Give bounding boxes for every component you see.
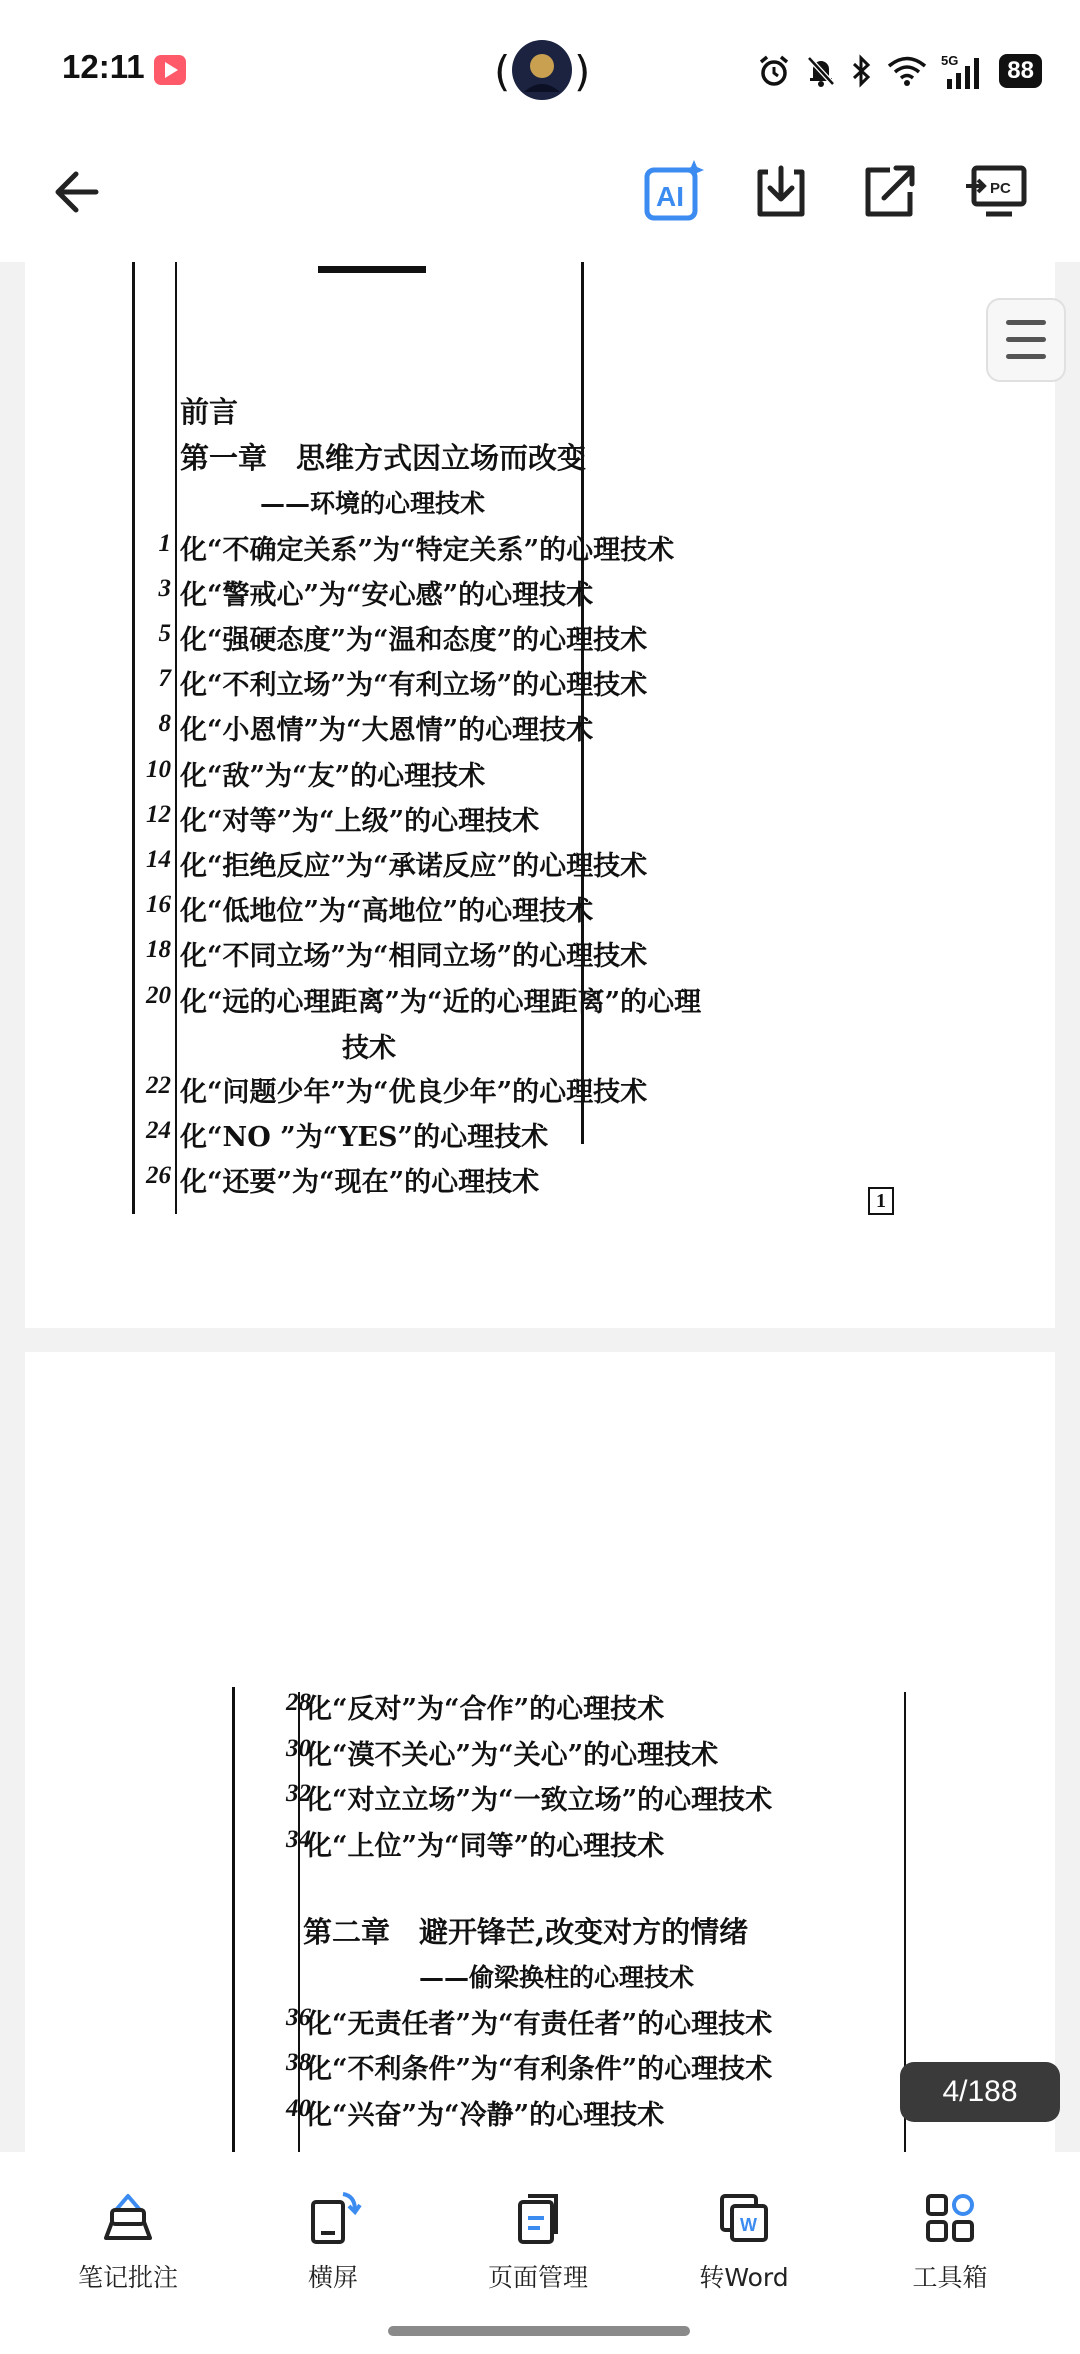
toc-page-number: 22 — [146, 1072, 171, 1099]
toolbox-icon — [920, 2188, 980, 2248]
toc-page-number: 3 — [158, 575, 171, 602]
toc-entry-continued: 技术 — [342, 1033, 396, 1064]
download-icon[interactable] — [748, 158, 814, 224]
toc-entry: 化“强硬态度”为“温和态度”的心理技术 — [180, 625, 648, 656]
toc-entry: 化“小恩情”为“大恩情”的心理技术 — [180, 715, 594, 746]
toc-page-number: 12 — [146, 801, 171, 828]
convert-word-label: 转Word — [699, 2263, 789, 2292]
toc-page-number: 1 — [158, 530, 171, 557]
status-icons — [757, 50, 1042, 92]
network-type-label: 5G — [941, 53, 959, 68]
bluetooth-icon — [851, 54, 873, 88]
battery-level: 88 — [999, 54, 1042, 88]
pc-transfer-icon[interactable] — [964, 158, 1030, 224]
toc-page-number: 20 — [146, 982, 171, 1009]
toc-entry: 化“漠不关心”为“关心”的心理技术 — [305, 1740, 719, 1771]
toc-entry: 化“不利条件”为“有利条件”的心理技术 — [305, 2054, 773, 2085]
top-toolbar — [0, 140, 1080, 262]
page-manage-label: 页面管理 — [487, 2263, 588, 2292]
toc-entry: 化“不同立场”为“相同立场”的心理技术 — [180, 941, 648, 972]
toc-entry: 化“问题少年”为“优良少年”的心理技术 — [180, 1077, 648, 1108]
toc-page-number: 5 — [158, 620, 171, 647]
toc-entry: 化“拒绝反应”为“承诺反应”的心理技术 — [180, 851, 648, 882]
landscape-button[interactable] — [253, 2188, 413, 2308]
toc-entry: 化“对立立场”为“一致立场”的心理技术 — [305, 1785, 773, 1816]
page-top-mark — [318, 266, 426, 273]
toc-page-number: 38 — [286, 2049, 311, 2076]
toc-entry: 化“NO ”为“YES”的心理技术 — [180, 1122, 549, 1153]
svg-text:W: W — [740, 2215, 757, 2235]
toc-divider-line — [175, 262, 177, 1214]
toc-page-number: 26 — [146, 1162, 171, 1189]
toc-page-number: 24 — [146, 1117, 171, 1144]
toc-chapter-title: 第一章 思维方式因立场而改变 — [180, 441, 587, 475]
bottom-toolbar — [0, 2152, 1080, 2354]
video-app-icon — [154, 55, 186, 85]
toc-page-number: 14 — [146, 846, 171, 873]
toc-entry: 化“上位”为“同等”的心理技术 — [305, 1831, 665, 1862]
page-manage-icon — [508, 2188, 568, 2248]
convert-word-icon — [714, 2188, 774, 2248]
landscape-label: 横屏 — [307, 2263, 358, 2292]
status-bar — [0, 0, 1080, 140]
svg-text:): ) — [574, 47, 591, 96]
pc-label: PC — [990, 180, 1011, 197]
toolbox-button[interactable] — [870, 2188, 1030, 2308]
toc-chapter-title: 第二章 避开锋芒,改变对方的情绪 — [303, 1915, 749, 1949]
toc-entry: 化“对等”为“上级”的心理技术 — [180, 806, 540, 837]
toc-page-number: 10 — [146, 756, 171, 783]
toc-entry: 化“低地位”为“高地位”的心理技术 — [180, 896, 594, 927]
mute-bell-icon — [805, 54, 837, 88]
page-indicator[interactable]: 4/188 — [900, 2062, 1060, 2122]
camera-cutout-icon — [492, 36, 592, 104]
svg-text:(: ( — [494, 47, 511, 96]
wifi-icon — [887, 55, 927, 87]
convert-word-button[interactable] — [664, 2188, 824, 2308]
annotate-button[interactable] — [48, 2188, 208, 2308]
toc-entry: 化“不确定关系”为“特定关系”的心理技术 — [180, 535, 675, 566]
toc-entry: 化“不利立场”为“有利立场”的心理技术 — [180, 670, 648, 701]
toc-entry: 化“还要”为“现在”的心理技术 — [180, 1167, 540, 1198]
toc-page-number: 34 — [286, 1826, 311, 1853]
toc-entry: 化“兴奋”为“冷静”的心理技术 — [305, 2100, 665, 2131]
page-border-left — [232, 1687, 235, 2152]
share-icon[interactable] — [856, 158, 922, 224]
toc-page-number: 40 — [286, 2095, 311, 2122]
toc-page-number: 8 — [158, 710, 171, 737]
home-indicator[interactable] — [388, 2326, 690, 2336]
toc-page-number: 18 — [146, 936, 171, 963]
toc-entry: 化“反对”为“合作”的心理技术 — [305, 1694, 665, 1725]
arrow-left-icon[interactable] — [48, 160, 112, 224]
page-manage-button[interactable] — [458, 2188, 618, 2308]
status-time: 12:11 — [62, 48, 145, 85]
document-page-3[interactable] — [25, 262, 1055, 1328]
cellular-signal-icon — [941, 53, 985, 89]
rotate-landscape-icon — [303, 2188, 363, 2248]
toc-chapter-subtitle: ——偷梁换柱的心理技术 — [419, 1963, 695, 1992]
toc-entry: 化“敌”为“友”的心理技术 — [180, 761, 486, 792]
toc-page-number: 32 — [286, 1780, 311, 1807]
toc-chapter-subtitle: ——环境的心理技术 — [260, 489, 486, 518]
menu-icon[interactable] — [986, 298, 1066, 382]
toc-page-number: 30 — [286, 1735, 311, 1762]
annotate-icon — [98, 2188, 158, 2248]
document-page-4[interactable] — [25, 1352, 1055, 2152]
toc-page-number: 16 — [146, 891, 171, 918]
toc-page-number: 36 — [286, 2004, 311, 2031]
annotate-label: 笔记批注 — [77, 2263, 178, 2292]
alarm-icon — [757, 54, 791, 88]
ai-assistant-icon[interactable] — [640, 158, 706, 224]
toc-preface: 前言 — [180, 395, 239, 429]
page-marker: 1 — [868, 1187, 894, 1215]
toc-page-number: 7 — [158, 665, 171, 692]
toc-entry: 化“无责任者”为“有责任者”的心理技术 — [305, 2009, 773, 2040]
toc-entry: 化“远的心理距离”为“近的心理距离”的心理 — [180, 987, 702, 1018]
toolbox-label: 工具箱 — [912, 2263, 988, 2292]
toc-page-number: 28 — [286, 1689, 311, 1716]
ai-label: AI — [656, 181, 684, 212]
toc-entry: 化“警戒心”为“安心感”的心理技术 — [180, 580, 594, 611]
